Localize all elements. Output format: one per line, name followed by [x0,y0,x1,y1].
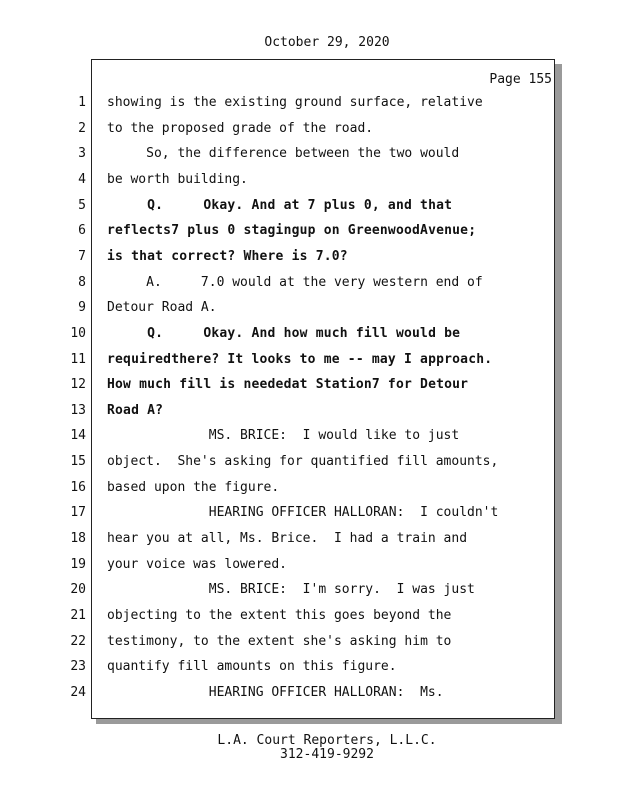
line-text: HEARING OFFICER HALLORAN: I couldn't [107,505,499,520]
line-text: How much fill is neededat Station7 for Detour [107,377,469,392]
line-number: 4 [78,172,86,187]
page-number: Page 155 [489,72,552,87]
line-text: hear you at all, Ms. Brice. I had a train and [107,531,468,546]
line-text: object. She's asking for quantified fill amounts, [107,454,499,469]
line-number: 19 [70,557,86,572]
line-number: 11 [70,352,86,367]
line-number: 10 [70,326,86,341]
line-number: 24 [70,685,86,700]
line-text: Q. Okay. And at 7 plus 0, and that [107,198,453,213]
line-text: reflects7 plus 0 stagingup on GreenwoodAvenue; [107,223,477,238]
line-number: 15 [70,454,86,469]
line-number: 18 [70,531,86,546]
line-number: 17 [70,505,86,520]
line-number: 1 [78,95,86,110]
line-text: based upon the figure. [107,480,280,495]
line-text: Road A? [107,403,164,418]
line-number: 13 [70,403,86,418]
line-number: 14 [70,428,86,443]
line-number: 6 [78,223,86,238]
line-number: 5 [78,198,86,213]
footer-phone: 312-419-9292 [280,747,374,762]
line-text: testimony, to the extent she's asking him to [107,634,452,649]
line-text: quantify fill amounts on this figure. [107,659,397,674]
line-text: be worth building. [107,172,248,187]
line-text: showing is the existing ground surface, relative [107,95,483,110]
line-text: A. 7.0 would at the very western end of [107,275,483,290]
line-text: your voice was lowered. [107,557,288,572]
line-number: 9 [78,300,86,315]
line-number: 23 [70,659,86,674]
line-text: Detour Road A. [107,300,217,315]
line-text: is that correct? Where is 7.0? [107,249,348,264]
line-number: 16 [70,480,86,495]
line-text: So, the difference between the two would [107,146,460,161]
line-number: 8 [78,275,86,290]
line-text: objecting to the extent this goes beyond the [107,608,452,623]
line-number: 7 [78,249,86,264]
transcript-date: October 29, 2020 [264,35,390,50]
line-text: HEARING OFFICER HALLORAN: Ms. [107,685,444,700]
line-number: 3 [78,146,86,161]
line-number: 20 [70,582,86,597]
line-text: to the proposed grade of the road. [107,121,374,136]
line-number: 22 [70,634,86,649]
line-text: MS. BRICE: I would like to just [107,428,460,443]
line-number: 12 [70,377,86,392]
line-text: Q. Okay. And how much fill would be [107,326,461,341]
footer-company: L.A. Court Reporters, L.L.C. [217,733,437,748]
line-number: 2 [78,121,86,136]
line-number: 21 [70,608,86,623]
line-text: MS. BRICE: I'm sorry. I was just [107,582,475,597]
line-text: requiredthere? It looks to me -- may I approach. [107,352,493,367]
